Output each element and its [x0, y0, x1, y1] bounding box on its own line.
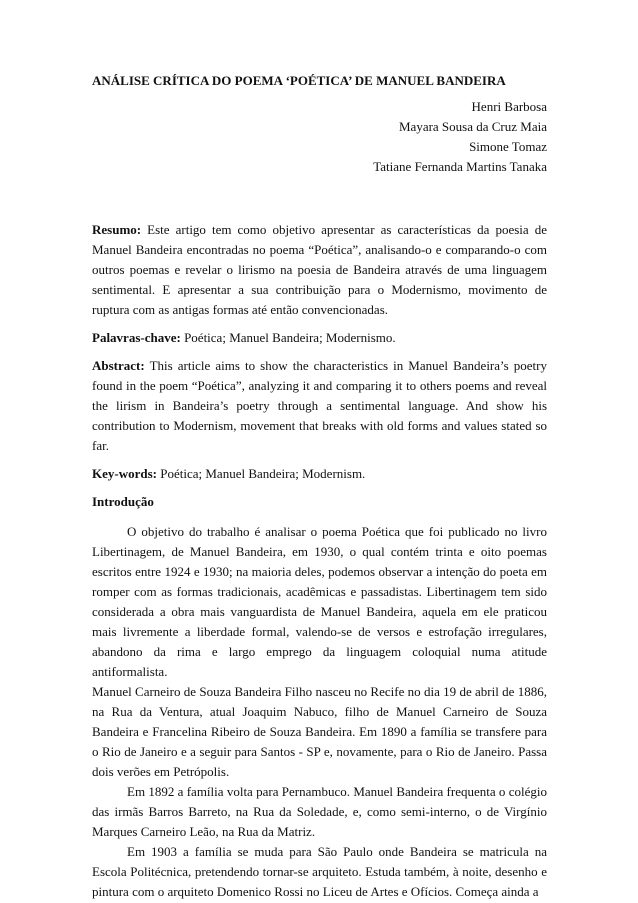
palavras-chave-text: Poética; Manuel Bandeira; Modernismo. — [184, 330, 396, 345]
abstract-section — [92, 356, 547, 456]
author-name: Henri Barbosa — [471, 99, 547, 114]
author-list — [92, 97, 547, 177]
intro-paragraph: O objetivo do trabalho é analisar o poema Poética que foi publicado no livro Libertinagem, de Manuel Bandeira, em 1930, o qual contém trinta e oito poemas escritos entre 1924 e 1930; na maioria deles, podemos observar a intenção do poeta em romper com as formas tradicionais, acadêmicas e passadistas. Libertinagem tem sido considerada a obra mais vanguardista de Manuel Bandeira, aquela em ele praticou mais livremente a liberdade formal, valendo-se de versos e estrofação irregulares, abandono da rima e largo emprego da linguagem coloquial numa atitude antiformalista. — [92, 524, 547, 679]
author-name: Simone Tomaz — [469, 139, 547, 154]
author-name: Tatiane Fernanda Martins Tanaka — [373, 159, 547, 174]
key-words-text: Poética; Manuel Bandeira; Modernism. — [160, 466, 366, 481]
paper-title: ANÁLISE CRÍTICA DO POEMA ‘POÉTICA’ DE MANUEL BANDEIRA — [92, 73, 506, 88]
intro-paragraph: Em 1892 a família volta para Pernambuco. Manuel Bandeira frequenta o colégio das irmãs Barros Barreto, na Rua da Soledade, e, como semi-interno, o de Virgínio Marques Carneiro Leão, na Rua da Matriz. — [92, 784, 547, 839]
palavras-chave-label: Palavras-chave: — [92, 330, 181, 345]
author-name: Mayara Sousa da Cruz Maia — [398, 119, 547, 134]
abstract-text: This article aims to show the characteristics in Manuel Bandeira’s poetry found in the poem “Poética”, analyzing it and comparing it to others poems and reveal the lirism in Bandeira’s poetry through a sentimental language. And show his contribution to Modernism, movement that breaks with old forms and values stated so far. — [92, 358, 547, 453]
resumo-label: Resumo: — [92, 222, 142, 237]
abstract-label: Abstract: — [92, 358, 145, 373]
intro-paragraph: Em 1903 a família se muda para São Paulo onde Bandeira se matricula na Escola Politécnica, pretendendo tornar-se arquiteto. Estuda também, à noite, desenho e pintura com o arquiteto Domenico Rossi no Liceu de Artes e Ofícios. Começa ainda a — [92, 844, 547, 899]
key-words-label: Key-words: — [92, 466, 157, 481]
resumo-section — [92, 220, 547, 320]
intro-paragraph: Manuel Carneiro de Souza Bandeira Filho nasceu no Recife no dia 19 de abril de 1886, na Rua da Ventura, atual Joaquim Nabuco, filho de Manuel Carneiro de Souza Bandeira e Francelina Ribeiro de Souza Bandeira. Em 1890 a família se transfere para o Rio de Janeiro e a seguir para Santos - SP e, novamente, para o Rio de Janeiro. Passa dois verões em Petrópolis. — [92, 684, 547, 779]
document-body — [92, 72, 547, 902]
resumo-text: Este artigo tem como objetivo apresentar as características da poesia de Manuel Bandeira encontradas no poema “Poética”, analisando-o e comparando-o com outros poemas e revelar o lirismo na poesia de Bandeira através de uma linguagem sentimental. E apresentar a sua contribuição para o Modernismo, movimento de ruptura com as antigas formas até então convencionadas. — [92, 222, 548, 317]
key-words-section — [92, 464, 547, 484]
palavras-chave-section — [92, 328, 547, 348]
introducao-heading: Introdução — [92, 494, 154, 509]
